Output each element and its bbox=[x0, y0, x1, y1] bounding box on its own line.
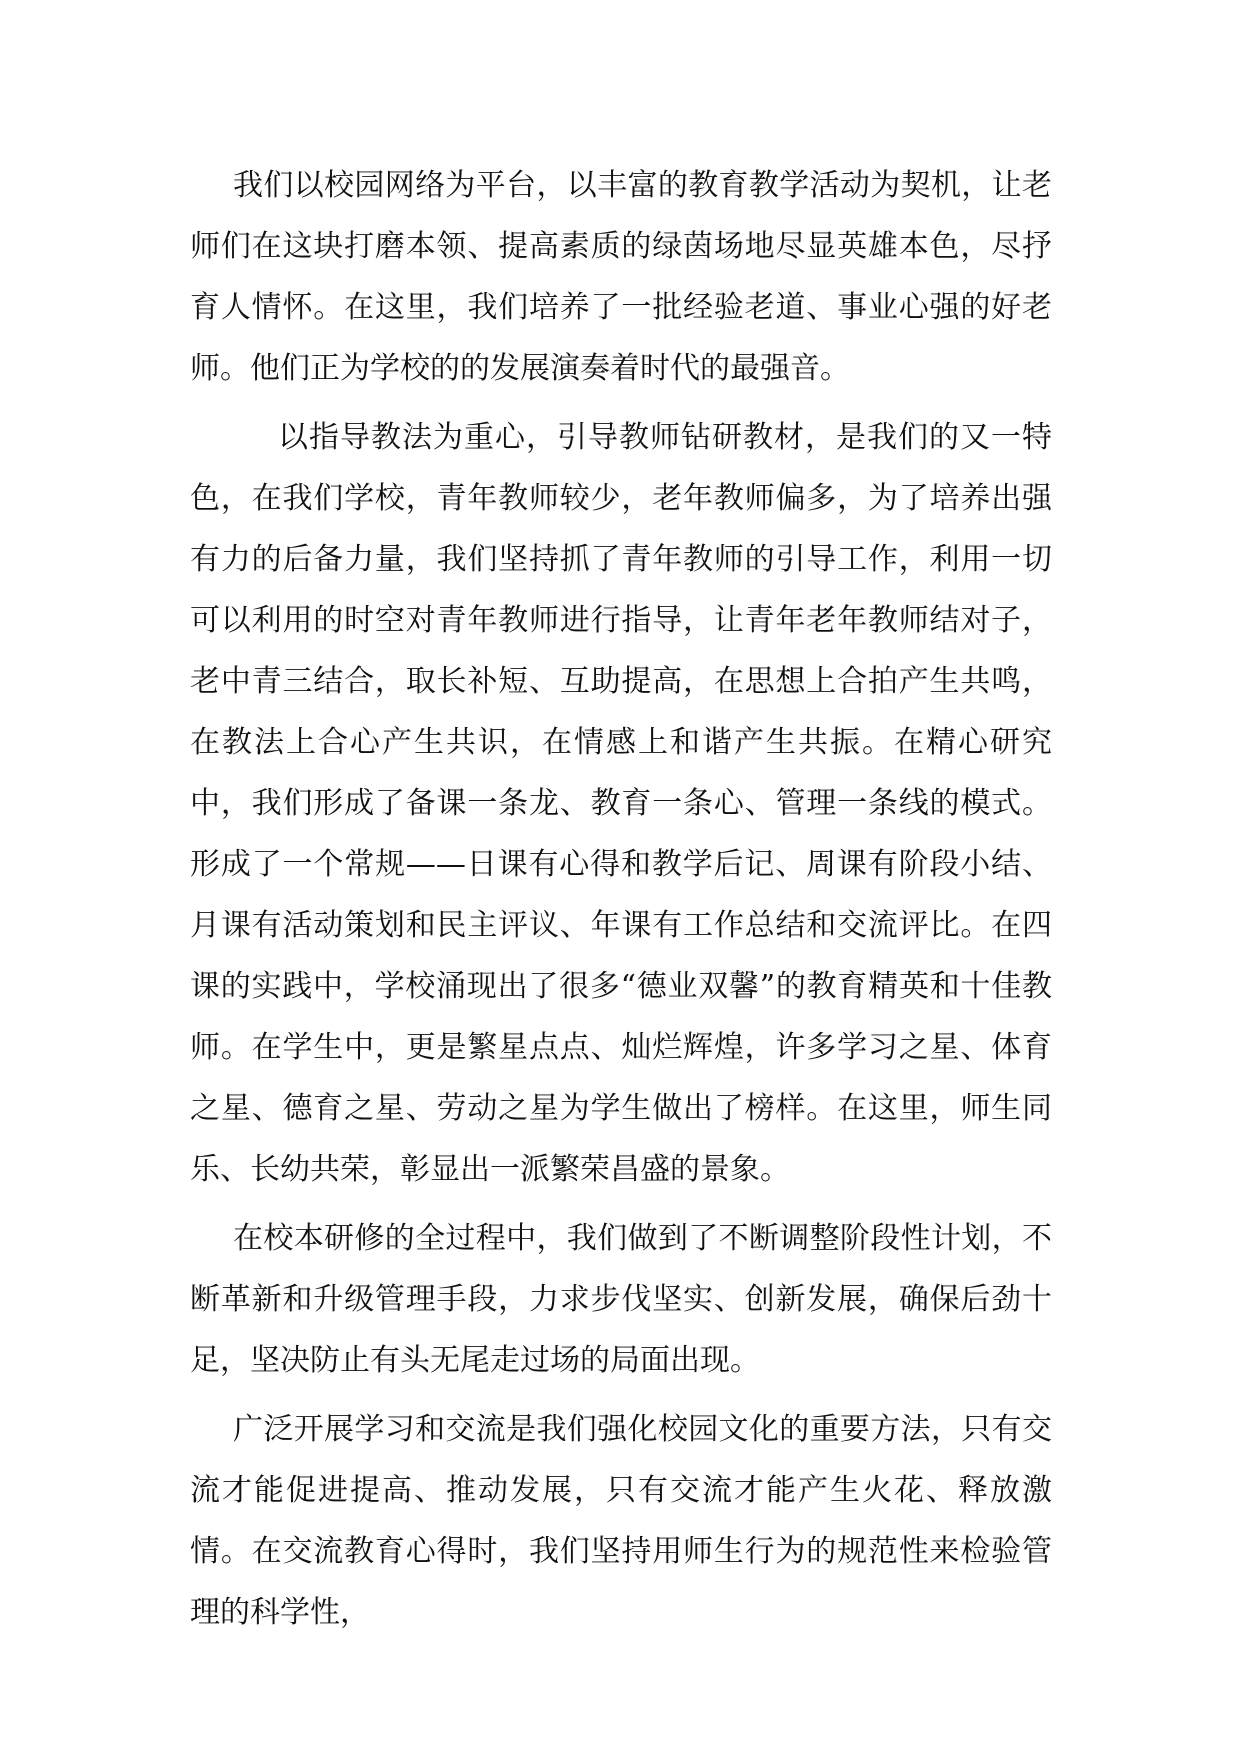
paragraph-2: 以指导教法为重心，引导教师钻研教材，是我们的又一特色，在我们学校，青年教师较少，老年教师偏多，为了培养出强有力的后备力量，我们坚持抓了青年教师的引导工作，利用一切可以利用的时空对青年教师进行指导，让青年老年教师结对子，老中青三结合，取长补短、互助提高，在思想上合拍产生共鸣，在教法上合心产生共识，在情感上和谐产生共振。在精心研究中，我们形成了备课一条龙、教育一条心、管理一条线的模式。形成了一个常规——日课有心得和教学后记、周课有阶段小结、月课有活动策划和民主评议、年课有工作总结和交流评比。在四课的实践中，学校涌现出了很多“德业双馨”的教育精英和十佳教师。在学生中，更是繁星点点、灿烂辉煌，许多学习之星、体育之星、德育之星、劳动之星为学生做出了榜样。在这里，师生同乐、长幼共荣，彰显出一派繁荣昌盛的景象。 bbox=[190, 420, 1052, 1187]
document-body bbox=[190, 155, 1052, 1651]
paragraph-1: 我们以校园网络为平台，以丰富的教育教学活动为契机，让老师们在这块打磨本领、提高素质的绿茵场地尽显英雄本色，尽抒育人情怀。在这里，我们培养了一批经验老道、事业心强的好老师。他们正为学校的的发展演奏着时代的最强音。 bbox=[190, 168, 1052, 386]
paragraph-4: 广泛开展学习和交流是我们强化校园文化的重要方法，只有交流才能促进提高、推动发展，只有交流才能产生火花、释放激情。在交流教育心得时，我们坚持用师生行为的规范性来检验管理的科学性， bbox=[190, 1412, 1052, 1630]
paragraph-3: 在校本研修的全过程中，我们做到了不断调整阶段性计划，不断革新和升级管理手段，力求步伐坚实、创新发展，确保后劲十足，坚决防止有头无尾走过场的局面出现。 bbox=[190, 1221, 1052, 1378]
